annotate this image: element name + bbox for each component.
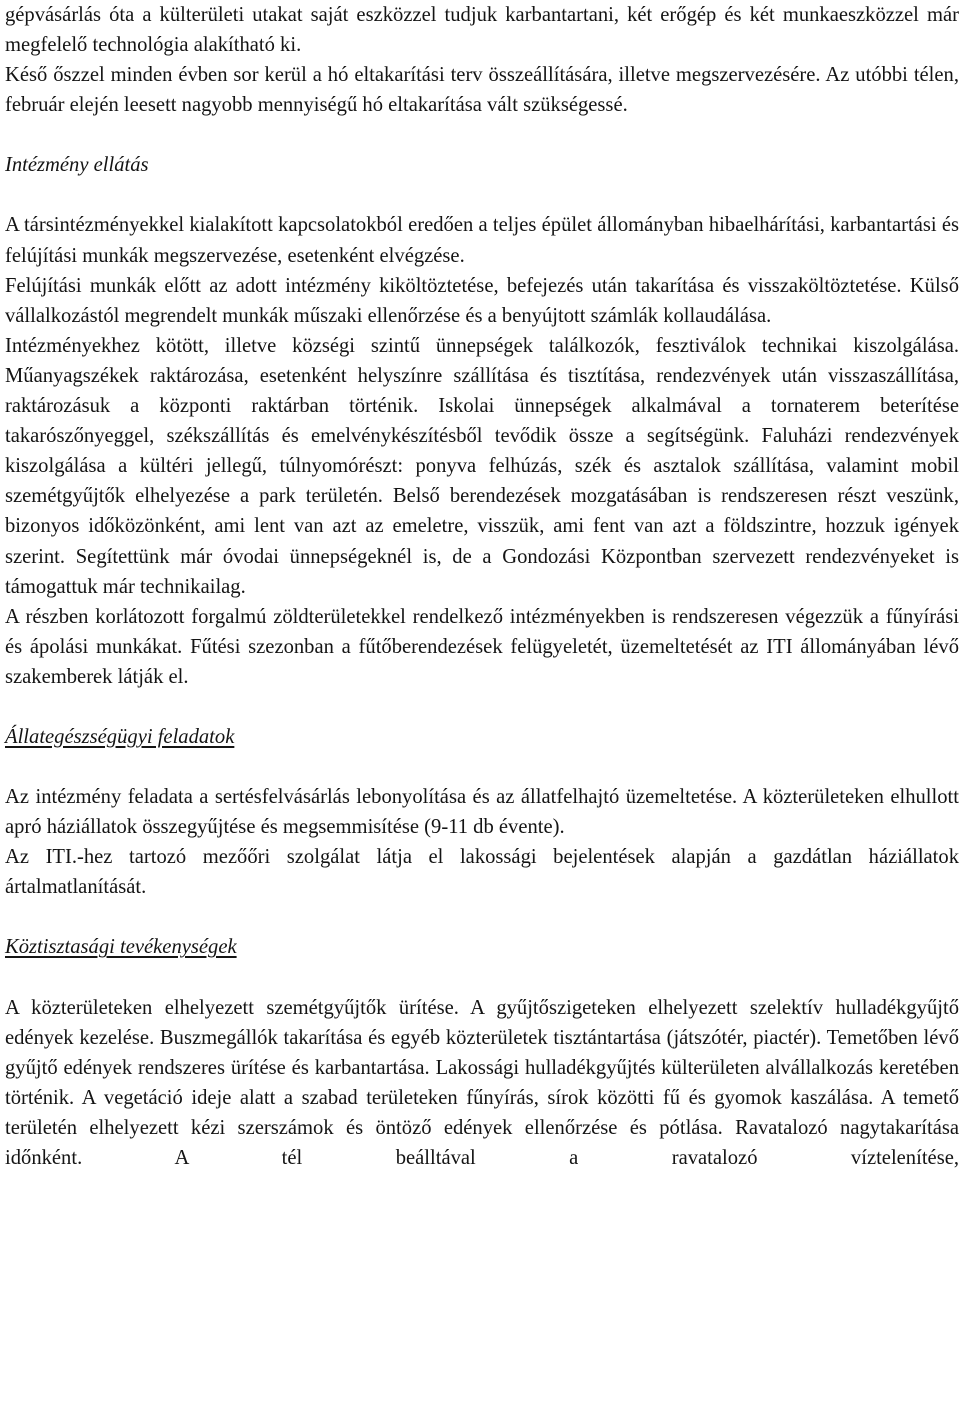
spacer	[5, 180, 959, 210]
section1-paragraph-3: Intézményekhez kötött, illetve községi szintű ünnepségek találkozók, fesztiválok technikai kiszolgálása. Műanyagszékek raktározása, esetenként helyszínre szállítása és tisztítása, rendezvények után visszaszállítása, raktározásuk a központi raktárban történik. Iskolai ünnepségek alkalmával a tornaterem beterítése takarószőnyeggel, székszállítás és emelvénykészítésből tevődik össze a segítségünk. Faluházi rendezvények kiszolgálása a kültéri jellegű, túlnyomórészt: ponyva felhúzás, szék és asztalok szállítása, valamint mobil szemétgyűjtők elhelyezése a park területén. Belső berendezések mozgatásában is rendszeresen részt veszünk, bizonyos időközönként, ami lent van azt az emeletre, visszük, ami fent van azt a földszintre, hozzuk igények szerint. Segítettünk már óvodai ünnepségeknél is, de a Gondozási Központban szervezett rendezvényeket is támogattuk már technikailag.	[5, 334, 959, 598]
spacer	[5, 963, 959, 993]
document-page	[5, 0, 959, 1173]
intro-paragraph-1: gépvásárlás óta a külterületi utakat saját eszközzel tudjuk karbantartani, két erőgép és két munkaeszközzel már megfelelő technológia alakítható ki.	[5, 4, 959, 57]
intro-paragraph-2: Késő őszzel minden évben sor kerül a hó eltakarítási terv összeállítására, illetve megszervezésére. Az utóbbi télen, február elején leesett nagyobb mennyiségű hó eltakarítása vált szükségessé.	[5, 64, 959, 117]
spacer	[5, 752, 959, 782]
section-heading-allategeszsegugyi-feladatok: Állategészségügyi feladatok	[5, 725, 235, 748]
section2-paragraph-2: Az ITI.-hez tartozó mezőőri szolgálat látja el lakossági bejelentések alapján a gazdátlan háziállatok ártalmatlanítását.	[5, 846, 959, 899]
section1-paragraph-4: A részben korlátozott forgalmú zöldterületekkel rendelkező intézményekben is rendszeresen végezzük a fűnyírási és ápolási munkákat. Fűtési szezonban a fűtőberendezések felügyeletét, üzemeltetését az ITI állományában lévő szakemberek látják el.	[5, 605, 959, 688]
section1-paragraph-2: Felújítási munkák előtt az adott intézmény kiköltöztetése, befejezés után takarítása és visszaköltöztetése. Külső vállalkozástól megrendelt munkák műszaki ellenőrzése és a benyújtott számlák kollaudálása.	[5, 274, 959, 327]
spacer	[5, 692, 959, 722]
section-heading-intezmeny-ellatas: Intézmény ellátás	[5, 154, 149, 177]
section1-paragraph-1: A társintézményekkel kialakított kapcsolatokból eredően a teljes épület állományban hibaelhárítási, karbantartási és felújítási munkák megszervezése, esetenként elvégzése.	[5, 214, 959, 267]
spacer	[5, 120, 959, 150]
section-heading-koztisztasagi-tevekenysegek: Köztisztasági tevékenységek	[5, 936, 237, 959]
spacer	[5, 902, 959, 932]
section2-paragraph-1: Az intézmény feladata a sertésfelvásárlás lebonyolítása és az állatfelhajtó üzemeltetése. A közterületeken elhullott apró háziállatok összegyűjtése és megsemmisítése (9-11 db évente).	[5, 786, 959, 839]
section3-paragraph-1: A közterületeken elhelyezett szemétgyűjtők ürítése. A gyűjtőszigeteken elhelyezett szelektív hulladékgyűjtő edények kezelése. Buszmegállók takarítása és egyéb közterületek tisztántartása (játszótér, piactér). Temetőben lévő gyűjtő edények rendszeres ürítése és karbantartása. Lakossági hulladékgyűjtés külterületen alvállalkozás keretében történik. A vegetáció ideje alatt a szabad területeken fűnyírás, sírok közötti fű és gyomok kaszálása. A temető területén elhelyezett kézi szerszámok és öntöző edények ellenőrzése és pótlása. Ravatalozó nagytakarítása időnként. A tél beálltával a ravatalozó víztelenítése,	[5, 996, 959, 1169]
